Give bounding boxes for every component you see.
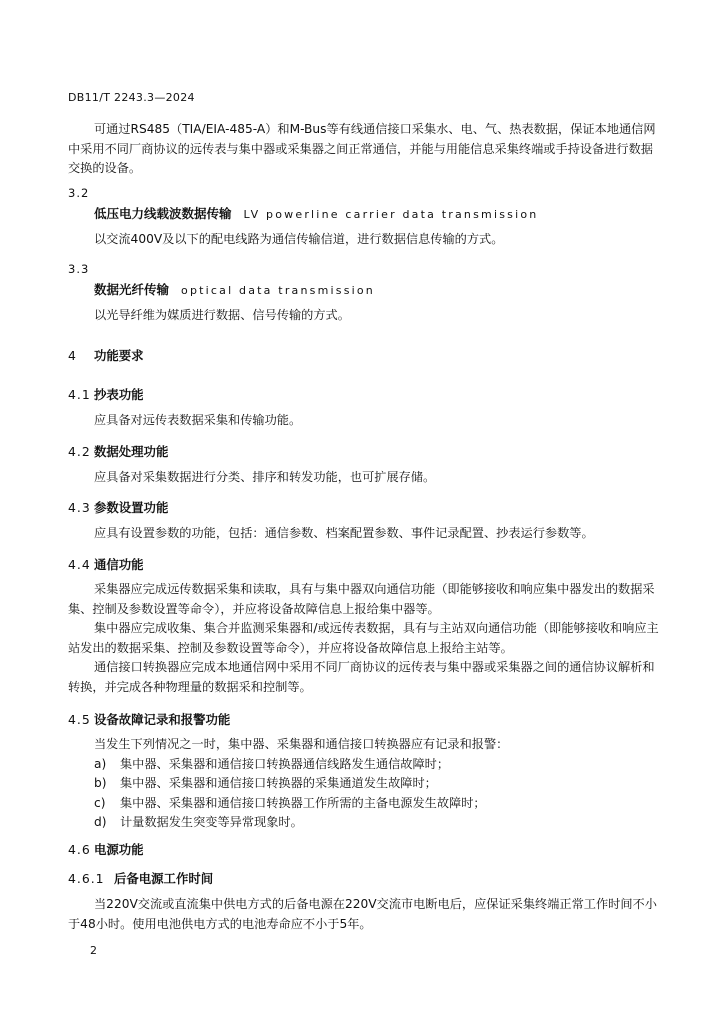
definition-text: 以交流400V及以下的配电线路为通信传输信道，进行数据信息传输的方式。	[94, 232, 504, 246]
paragraph-text: 当220V交流或直流集中供电方式的后备电源在220V交流市电断电后，应保证采集终端正常工作时间不小于48小时。使用电池供电方式的电池寿命应不小于5年。	[68, 897, 657, 931]
clause-title: 电源功能	[94, 842, 144, 857]
paragraph-text: 通信接口转换器应完成本地通信网中采用不同厂商协议的远传表与集中器或采集器之间的通信协议解析和转换，并完成各种物理量的数据采和控制等。	[68, 660, 655, 694]
clause-number: 3.3	[68, 262, 90, 276]
clause-number: 4.6.1	[68, 871, 105, 886]
list-marker: d)	[94, 815, 107, 829]
list-text: 集中器、采集器和通信接口转换器工作所需的主备电源发生故障时；	[120, 795, 486, 810]
clause-number: 4.5	[68, 712, 91, 727]
list-item	[94, 794, 660, 814]
list-text: 集中器、采集器和通信接口转换器通信线路发生通信故障时；	[120, 756, 450, 771]
section-3-3	[68, 262, 660, 326]
intro-paragraph	[68, 120, 660, 179]
standard-number-header: DB11/T 2243.3—2024	[68, 91, 195, 104]
list-marker: c)	[94, 795, 106, 810]
list-text: 计量数据发生突变等异常现象时。	[120, 815, 303, 829]
clause-number: 4.3	[68, 500, 91, 515]
clause-number: 4.6	[68, 842, 91, 857]
section-4-1	[68, 385, 660, 431]
section-4-3	[68, 498, 660, 544]
clause-title: 通信功能	[94, 557, 144, 572]
clause-number: 4.2	[68, 444, 91, 459]
list-marker: a)	[94, 756, 107, 771]
clause-number: 4	[68, 348, 77, 363]
list-item	[94, 774, 660, 794]
clause-title: 功能要求	[94, 348, 144, 363]
clause-title: 数据处理功能	[94, 444, 169, 459]
list-item	[94, 813, 660, 833]
clause-number: 4.4	[68, 557, 91, 572]
paragraph-text: 应具有设置参数的功能，包括：通信参数、档案配置参数、事件记录配置、抄表运行参数等。	[94, 526, 594, 540]
section-4-6-1	[68, 869, 660, 934]
term-line	[94, 204, 660, 222]
clause-number: 4.1	[68, 387, 91, 402]
term-english: LV powerline carrier data transmission	[243, 208, 539, 221]
section-4-5	[68, 710, 660, 833]
clause-title: 后备电源工作时间	[114, 871, 214, 886]
paragraph-text: 采集器应完成远传数据采集和读取，具有与集中器双向通信功能（即能够接收和响应集中器发出的数据采集、控制及参数设置等命令），并应将设备故障信息上报给集中器等。	[68, 582, 655, 616]
definition-text: 以光导纤维为媒质进行数据、信号传输的方式。	[94, 308, 350, 322]
clause-title: 设备故障记录和报警功能	[94, 712, 231, 727]
section-4-2	[68, 442, 660, 488]
section-3-2	[68, 186, 660, 250]
clause-title: 参数设置功能	[94, 500, 169, 515]
clause-title: 抄表功能	[94, 387, 144, 402]
paragraph-text: 当发生下列情况之一时，集中器、采集器和通信接口转换器应有记录和报警：	[94, 737, 509, 751]
section-4-4	[68, 555, 660, 697]
term-english: optical data transmission	[181, 284, 375, 297]
paragraph-text: 可通过RS485（TIA/EIA-485-A）和M-Bus等有线通信接口采集水、电、气、热表数据，保证本地通信网中采用不同厂商协议的远传表与集中器或采集器之间正常通信，并能与用能信息采集终端或手持设备进行数据交换的设备。	[68, 122, 656, 175]
paragraph-text: 集中器应完成收集、集合并监测采集器和/或远传表数据，具有与主站双向通信功能（即能够接收和响应主站发出的数据采集、控制及参数设置等命令），并应将设备故障信息上报给主站等。	[68, 621, 659, 655]
section-4-heading	[68, 346, 660, 364]
list-marker: b)	[94, 776, 107, 790]
clause-number: 3.2	[68, 186, 90, 200]
term-line	[94, 280, 660, 298]
list-item	[94, 755, 660, 775]
term-chinese: 低压电力线载波数据传输	[94, 206, 232, 221]
list-text: 集中器、采集器和通信接口转换器的采集通道发生故障时；	[120, 776, 437, 790]
term-chinese: 数据光纤传输	[94, 282, 170, 297]
paragraph-text: 应具备对远传表数据采集和传输功能。	[94, 413, 302, 427]
paragraph-text: 应具备对采集数据进行分类、排序和转发功能，也可扩展存储。	[94, 470, 436, 484]
page-number: 2	[90, 944, 97, 957]
section-4-6-heading	[68, 840, 660, 858]
